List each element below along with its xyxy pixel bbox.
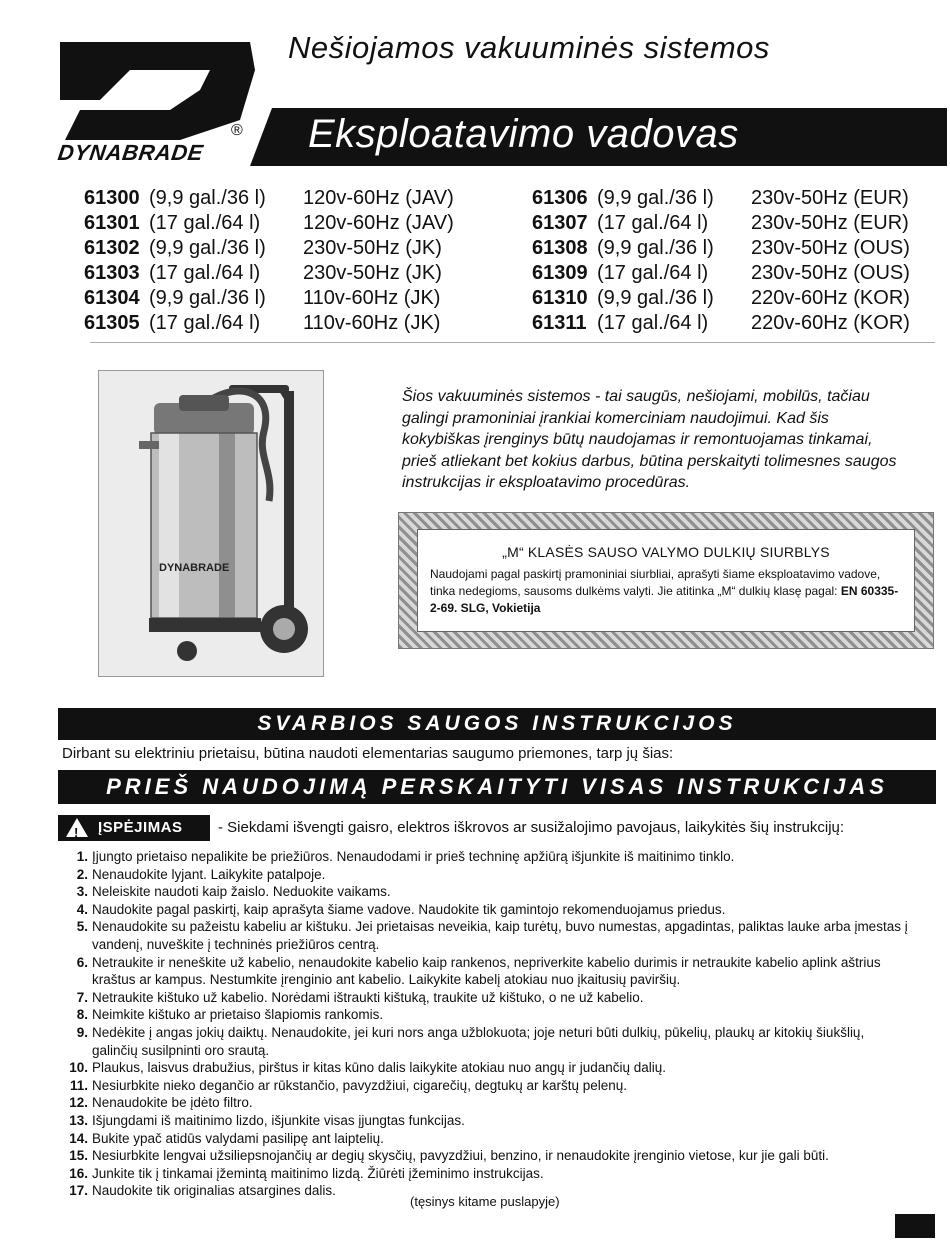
instruction-number: 1. <box>76 849 88 864</box>
instruction-item <box>58 1024 908 1059</box>
class-m-text: Naudojami pagal paskirtį pramoniniai siurbliai, aprašyti šiame eksploatavimo vadove, tinka nedegioms, sausoms dulkėms valyti. Jie atitinka „M“ dulkių klasę pagal: <box>430 567 881 598</box>
instruction-text: Neimkite kištuko ar prietaiso šlapiomis rankomis. <box>92 1007 384 1023</box>
model-volt: 230v-50Hz (JK) <box>303 237 442 259</box>
page-corner-tab <box>895 1214 935 1238</box>
model-cap: (9,9 gal./36 l) <box>597 237 714 259</box>
instruction-number: 7. <box>76 989 88 1005</box>
instruction-item <box>58 883 908 901</box>
instruction-item <box>58 1006 908 1024</box>
instruction-text: Nesiurbkite lengvai užsiliepsnojančių ar degių skysčių, pavyzdžiui, benzino, ir nenaudokite įrenginio vietose, kur jie gali būti. <box>92 1148 829 1164</box>
model-volt: 120v-60Hz (JAV) <box>303 187 454 209</box>
instruction-text: Plaukus, laisvus drabužius, pirštus ir kitas kūno dalis laikykite atokiau nuo angų ir judančių dalių. <box>92 1060 667 1076</box>
instruction-item <box>58 901 908 919</box>
model-row <box>84 186 454 211</box>
model-volt: 220v-60Hz (KOR) <box>751 312 910 334</box>
instruction-number: 12. <box>69 1095 88 1111</box>
model-cap: (9,9 gal./36 l) <box>149 187 266 209</box>
photo-brand-label: DYNABRADE <box>159 562 230 574</box>
instruction-text: Bukite ypač atidūs valydami pasilipę ant laiptelių. <box>92 1130 384 1146</box>
instruction-item <box>58 1059 908 1077</box>
instruction-number: 2. <box>76 866 88 882</box>
model-num: 61306 <box>532 187 588 209</box>
model-volt: 230v-50Hz (EUR) <box>751 187 909 209</box>
instruction-text: Naudokite pagal paskirtį, kaip aprašyta šiame vadove. Naudokite tik gamintojo rekomenduojamus priedus. <box>92 901 726 917</box>
document-title: Nešiojamos vakuuminės sistemos <box>288 30 770 65</box>
model-row <box>532 286 910 311</box>
model-cap: (9,9 gal./36 l) <box>597 187 714 209</box>
instruction-item <box>58 1130 908 1148</box>
instruction-text: Neleiskite naudoti kaip žaislo. Neduokite vaikams. <box>92 884 391 900</box>
instruction-text: Išjungdami iš maitinimo lizdo, išjunkite visas įjungtas funkcijas. <box>92 1112 465 1128</box>
instruction-number: 5. <box>76 919 88 935</box>
instruction-text: Nenaudokite su pažeistu kabeliu ar kištuku. Jei prietaisas neveikia, kaip turėtų, buvo numestas, apgadintas, paliktas lauke arba įmestas į vandenį, nuveškite į techninės priežiūros centrą. <box>92 919 908 952</box>
class-m-standard: EN 60335-2-69. SLG, Vokietija <box>430 584 899 615</box>
model-cap: (9,9 gal./36 l) <box>149 237 266 259</box>
model-volt: 230v-50Hz (EUR) <box>751 212 909 234</box>
model-num: 61300 <box>84 187 140 209</box>
model-cap: (17 gal./64 l) <box>597 262 709 284</box>
read-all-banner: PRIEŠ NAUDOJIMĄ PERSKAITYTI VISAS INSTRUKCIJAS <box>58 770 936 804</box>
model-row <box>84 261 454 286</box>
model-row <box>84 211 454 236</box>
instruction-number: 9. <box>76 1024 88 1040</box>
model-volt: 110v-60Hz (JK) <box>303 287 441 309</box>
instruction-text: Netraukite kištuko už kabelio. Norėdami ištraukti kištuką, traukite už kištuko, o ne už kabelio. <box>92 989 644 1005</box>
model-volt: 220v-60Hz (KOR) <box>751 287 910 309</box>
safety-banner: SVARBIOS SAUGOS INSTRUKCIJOS <box>58 708 936 740</box>
model-volt: 110v-60Hz (JK) <box>303 312 441 334</box>
model-volt: 120v-60Hz (JAV) <box>303 212 454 234</box>
instruction-number: 16. <box>69 1165 88 1181</box>
model-volt: 230v-50Hz (JK) <box>303 262 442 284</box>
instruction-text: Junkite tik į tinkamai įžemintą maitinimo lizdą. Žiūrėti įžeminimo instrukcijas. <box>92 1165 544 1181</box>
instruction-item <box>58 1147 908 1165</box>
model-num: 61305 <box>84 312 140 334</box>
model-num: 61310 <box>532 287 588 309</box>
model-row <box>532 311 910 336</box>
instruction-item <box>58 1165 908 1183</box>
instruction-item <box>58 1077 908 1095</box>
instruction-text: Nenaudokite be įdėto filtro. <box>92 1095 253 1111</box>
instruction-item <box>58 989 908 1007</box>
instruction-number: 14. <box>69 1130 88 1146</box>
model-num: 61309 <box>532 262 588 284</box>
model-row <box>532 236 910 261</box>
safety-intro: Dirbant su elektriniu prietaisu, būtina naudoti elementarias saugumo priemones, tarp jų šias: <box>62 745 674 762</box>
instruction-text: Įjungto prietaiso nepalikite be priežiūros. Nenaudodami ir prieš techninę apžiūrą išjunkite iš maitinimo tinklo. <box>92 849 735 864</box>
registered-mark: ® <box>231 122 243 139</box>
instruction-number: 11. <box>69 1077 88 1093</box>
model-cap: (9,9 gal./36 l) <box>597 287 714 309</box>
class-m-body <box>430 566 902 617</box>
model-num: 61303 <box>84 262 140 284</box>
class-m-title: „M“ KLASĖS SAUSO VALYMO DULKIŲ SIURBLYS <box>502 544 830 560</box>
model-row <box>84 311 454 336</box>
warning-exclamation: ! <box>74 825 79 840</box>
model-volt: 230v-50Hz (OUS) <box>751 262 910 284</box>
instruction-item <box>58 1094 908 1112</box>
instruction-number: 6. <box>76 954 88 970</box>
instruction-number: 10. <box>69 1060 88 1076</box>
model-row <box>84 286 454 311</box>
instruction-item <box>58 954 908 989</box>
instruction-number: 8. <box>76 1007 88 1023</box>
model-num: 61307 <box>532 212 588 234</box>
model-cap: (17 gal./64 l) <box>149 212 261 234</box>
model-num: 61301 <box>84 212 140 234</box>
continued-note: (tęsinys kitame puslapyje) <box>410 1194 560 1209</box>
class-m-box <box>398 512 934 649</box>
model-num: 61311 <box>532 312 587 334</box>
model-num: 61308 <box>532 237 588 259</box>
model-cap: (17 gal./64 l) <box>597 312 709 334</box>
model-cap: (9,9 gal./36 l) <box>149 287 266 309</box>
instruction-text: Netraukite ir neneškite už kabelio, nenaudokite kabelio kaip rankenos, nepriverkite kabelio durimis ir netraukite kabelio aplink aštrius kraštus ar kampus. Nestumkite įrenginio ant kabelio. Laikykite kabelį atokiau nuo įkaitusių paviršių. <box>92 954 881 988</box>
models-table-left <box>84 186 454 336</box>
intro-paragraph: Šios vakuuminės sistemos - tai saugūs, nešiojami, mobilūs, tačiau galingi pramoniniai įrankiai komerciniam naudojimui. Kad šis kokybiškas įrenginys būtų naudojamas ir remontuojamas tinkamai, prieš atliekant bet kokius darbus, būtina perskaityti tolimesnes saugos instrukcijas ir eksploatavimo procedūras. <box>402 388 897 491</box>
instruction-item <box>58 848 908 866</box>
model-cap: (17 gal./64 l) <box>149 312 261 334</box>
model-row <box>84 236 454 261</box>
warning-badge <box>58 815 210 841</box>
vacuum-photo <box>98 370 324 677</box>
model-cap: (17 gal./64 l) <box>149 262 261 284</box>
instruction-text: Nenaudokite lyjant. Laikykite patalpoje. <box>92 866 326 882</box>
instruction-number: 13. <box>69 1112 88 1128</box>
model-num: 61304 <box>84 287 140 309</box>
divider <box>90 342 935 343</box>
models-table-right <box>532 186 910 336</box>
instruction-text: Nesiurbkite nieko degančio ar rūkstančio, pavyzdžiui, cigarečių, degtukų ar karštų pelenų. <box>92 1077 628 1093</box>
instruction-list <box>58 848 908 1200</box>
document-subtitle: Eksploatavimo vadovas <box>308 112 739 156</box>
model-row <box>532 261 910 286</box>
instruction-text: Naudokite tik originalias atsargines dalis. <box>92 1183 336 1199</box>
instruction-item <box>58 866 908 884</box>
model-row <box>532 211 910 236</box>
warning-label: ĮSPĖJIMAS <box>98 819 183 836</box>
model-cap: (17 gal./64 l) <box>597 212 709 234</box>
model-num: 61302 <box>84 237 140 259</box>
instruction-number: 3. <box>76 884 88 900</box>
instruction-item <box>58 1112 908 1130</box>
instruction-item <box>58 918 908 953</box>
brand-wordmark: DYNABRADE <box>56 140 205 165</box>
instruction-number: 4. <box>76 901 88 917</box>
model-volt: 230v-50Hz (OUS) <box>751 237 910 259</box>
instruction-text: Nedėkite į angas jokių daiktų. Nenaudokite, jei kuri nors anga užblokuota; joje neturi būti dulkių, pūkelių, plaukų ar kitokių šiukšlių, galinčių susilpninti oro srautą. <box>92 1024 865 1058</box>
model-row <box>532 186 910 211</box>
warning-text: - Siekdami išvengti gaisro, elektros iškrovos ar susižalojimo pavojaus, laikykitės šių instrukcijų: <box>218 819 845 836</box>
instruction-number: 17. <box>69 1183 88 1199</box>
instruction-number: 15. <box>69 1148 88 1164</box>
